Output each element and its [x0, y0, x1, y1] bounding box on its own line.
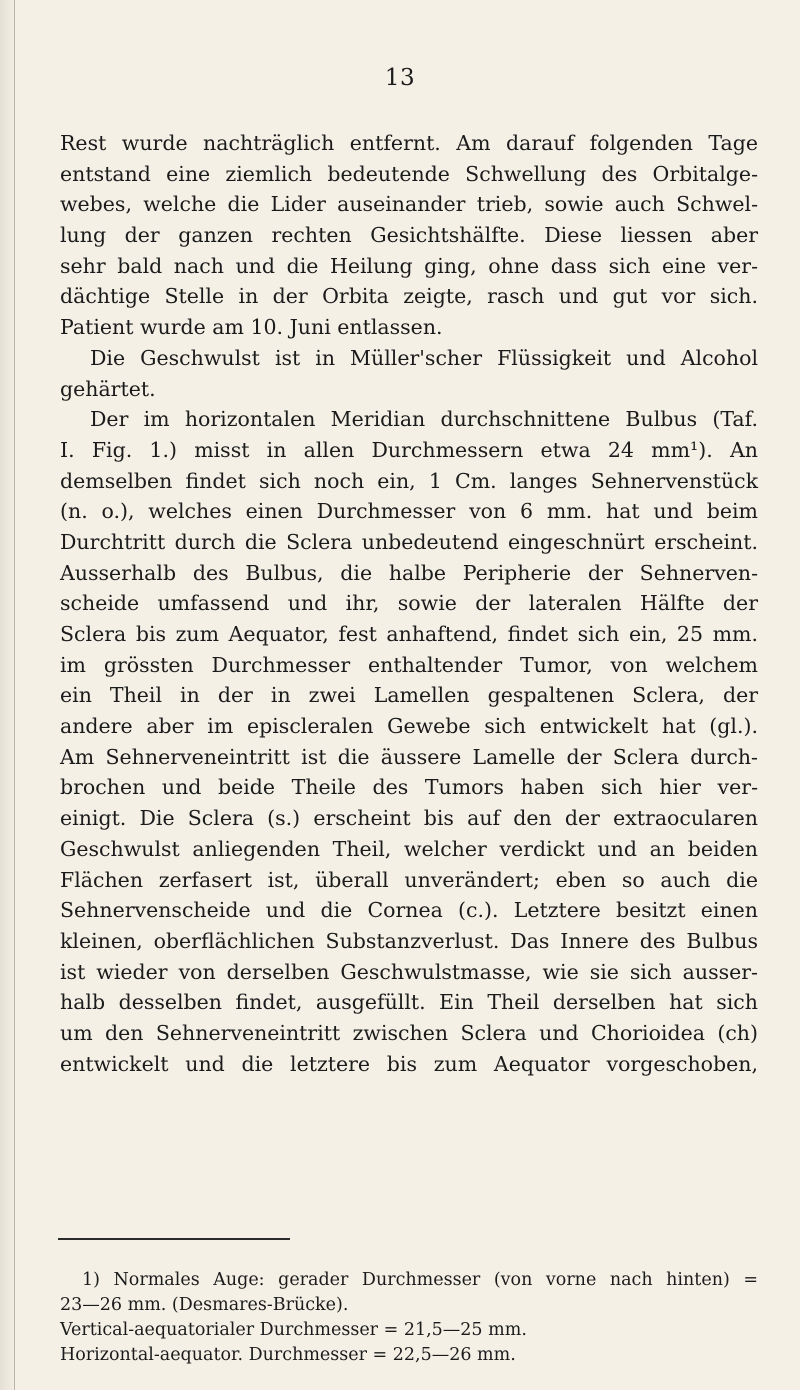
footnotes	[60, 1268, 758, 1368]
body-line: Am Sehnerveneintritt ist die äussere Lamelle der Sclera durch-	[60, 744, 758, 769]
body-line: (n. o.), welches einen Durchmesser von 6 mm. hat und beim	[60, 499, 758, 524]
footnote-line: 1) Normales Auge: gerader Durchmesser (von vorne nach hinten) =	[82, 1270, 758, 1290]
footnote-line: Horizontal-aequator. Durchmesser = 22,5—26 mm.	[60, 1345, 516, 1365]
body-line: um den Sehnerveneintritt zwischen Sclera und Chorioidea (ch)	[60, 1020, 758, 1045]
body-line: Rest wurde nachträglich entfernt. Am darauf folgenden Tage	[60, 131, 758, 155]
body-line: scheide umfassend und ihr, sowie der lateralen Hälfte der	[60, 591, 758, 616]
body-line: Der im horizontalen Meridian durchschnittene Bulbus (Taf.	[90, 407, 758, 432]
body-line: I. Fig. 1.) misst in allen Durchmessern etwa 24 mm¹). An	[60, 437, 758, 462]
footnote-divider	[58, 1238, 290, 1240]
body-line: andere aber im episcleralen Gewebe sich entwickelt hat (gl.).	[60, 714, 758, 739]
body-line: Sclera bis zum Aequator, fest anhaftend, findet sich ein, 25 mm.	[60, 622, 758, 646]
body-line: ist wieder von derselben Geschwulstmasse, wie sie sich ausser-	[60, 959, 758, 984]
body-line: gehärtet.	[60, 376, 156, 401]
body-line: halb desselben findet, ausgefüllt. Ein Theil derselben hat sich	[60, 990, 758, 1015]
body-line: Patient wurde am 10. Juni entlassen.	[60, 315, 443, 340]
body-line: im grössten Durchmesser enthaltender Tumor, von welchem	[60, 652, 758, 677]
body-line: demselben findet sich noch ein, 1 Cm. langes Sehnervenstück	[60, 468, 758, 493]
body-text	[60, 128, 758, 1079]
body-line: Durchtritt durch die Sclera unbedeutend eingeschnürt erscheint.	[60, 529, 758, 554]
body-line: Ausserhalb des Bulbus, die halbe Peripherie der Sehnerven-	[60, 560, 758, 585]
footnote-line: Vertical-aequatorialer Durchmesser = 21,5—25 mm.	[60, 1320, 527, 1340]
body-line: ein Theil in der in zwei Lamellen gespaltenen Sclera, der	[60, 683, 758, 708]
body-line: lung der ganzen rechten Gesichtshälfte. Diese liessen aber	[60, 223, 758, 248]
body-line: Geschwulst anliegenden Theil, welcher verdickt und an beiden	[60, 836, 758, 861]
body-line: Die Geschwulst ist in Müller'scher Flüssigkeit und Alcohol	[90, 345, 758, 370]
page-number: 13	[384, 65, 416, 91]
body-line: Flächen zerfasert ist, überall unverändert; eben so auch die	[60, 867, 758, 892]
body-line: brochen und beide Theile des Tumors haben sich hier ver-	[60, 775, 758, 800]
body-line: sehr bald nach und die Heilung ging, ohne dass sich eine ver-	[60, 253, 758, 278]
body-line: Sehnervenscheide und die Cornea (c.). Letztere besitzt einen	[60, 898, 758, 923]
body-line: kleinen, oberflächlichen Substanzverlust. Das Innere des Bulbus	[60, 928, 758, 953]
body-line: entstand eine ziemlich bedeutende Schwellung des Orbitalge-	[60, 161, 758, 186]
body-line: entwickelt und die letztere bis zum Aequator vorgeschoben,	[60, 1051, 758, 1076]
footnote-line: 23—26 mm. (Desmares-Brücke).	[60, 1295, 349, 1315]
body-line: einigt. Die Sclera (s.) erscheint bis auf den der extraocularen	[60, 806, 758, 831]
body-line: dächtige Stelle in der Orbita zeigte, rasch und gut vor sich.	[60, 284, 758, 309]
body-line: webes, welche die Lider auseinander trieb, sowie auch Schwel-	[60, 192, 758, 217]
